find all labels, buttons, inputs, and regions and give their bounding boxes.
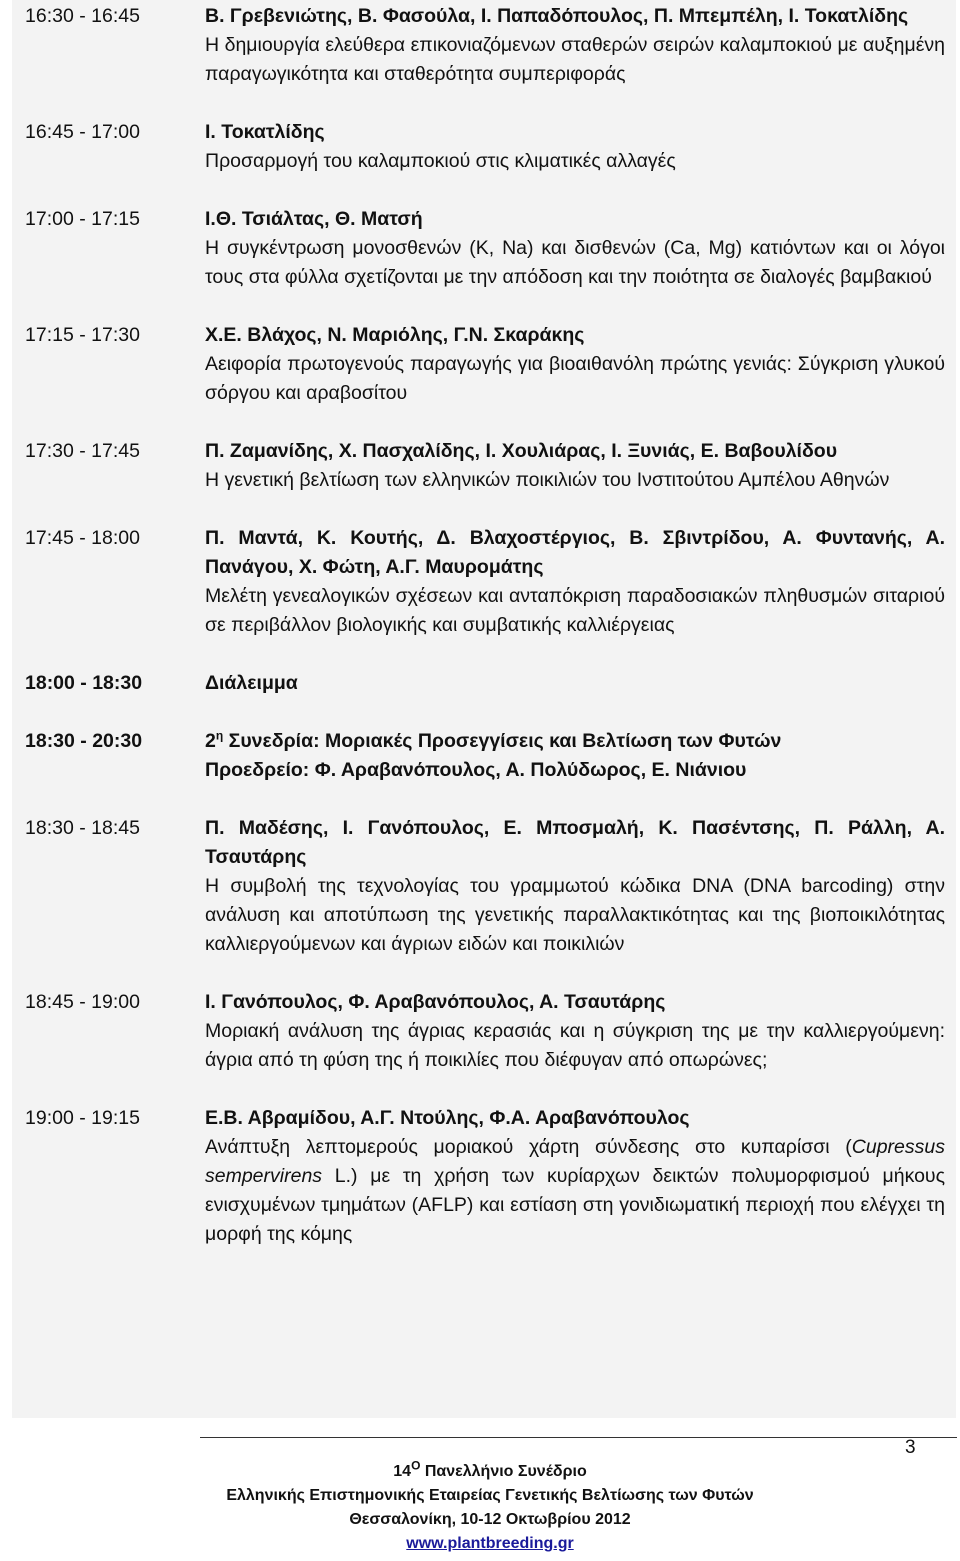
session-title: Η συγκέντρωση μονοσθενών (K, Na) και δισθενών (Ca, Mg) κατιόντων και οι λόγοι τους στα φύλλα σχετίζονται με την απόδοση και την ποιότητα σε διαλογές βαμβακιού: [205, 237, 945, 288]
session-authors: Π. Ζαμανίδης, Χ. Πασχαλίδης, Ι. Χουλιάρας, Ι. Ξυνιάς, Ε. Βαβουλίδου: [205, 440, 838, 462]
session-authors: Ι. Γανόπουλος, Φ. Αραβανόπουλος, Α. Τσαυτάρης: [205, 991, 666, 1013]
session-time: 16:45 - 17:00: [25, 121, 140, 143]
species-name: Cupressus sempervirens: [205, 1136, 945, 1187]
session-row: [25, 988, 945, 1075]
session-title: Μελέτη γενεαλογικών σχέσεων και ανταπόκριση παραδοσιακών πληθυσμών σιταριού σε περιβάλλον βιολογικής και συμβατικής καλλιέργειας: [205, 585, 945, 636]
conference-title: Πανελλήνιο Συνέδριο: [424, 1463, 587, 1480]
session-row: [25, 321, 945, 408]
session-title: Προσαρμογή του καλαμποκιού στις κλιματικές αλλαγές: [205, 150, 676, 172]
break-row: [25, 669, 945, 698]
session-header-time: 18:30 - 20:30: [25, 730, 143, 752]
session-title: Η συμβολή της τεχνολογίας του γραμμωτού κώδικα DNA (DNA barcoding) στην ανάλυση και αποτύπωση της γενετικής παραλλακτικότητας και της βιοποικιλότητας καλλιεργούμενων και άγριων ειδών και ποικιλιών: [205, 875, 945, 955]
session-title: Η γενετική βελτίωση των ελληνικών ποικιλιών του Ινστιτούτου Αμπέλου Αθηνών: [205, 469, 890, 491]
session-authors: Π. Μαντά, Κ. Κουτής, Δ. Βλαχοστέργιος, Β. Σβιντρίδου, Α. Φυντανής, Α. Πανάγου, Χ. Φώτη, Α.Γ. Μαυρομάτης: [205, 527, 945, 578]
session-authors: Ε.Β. Αβραμίδου, Α.Γ. Ντούλης, Φ.Α. Αραβανόπουλος: [205, 1107, 690, 1129]
program-schedule: [25, 2, 945, 1249]
session-number: 2: [205, 730, 216, 752]
conference-number: 14: [393, 1463, 412, 1480]
session-time: 16:30 - 16:45: [25, 5, 140, 27]
session-time: 17:15 - 17:30: [25, 324, 140, 346]
session-authors: Ι.Θ. Τσιάλτας, Θ. Ματσή: [205, 208, 423, 230]
session-authors: Π. Μαδέσης, Ι. Γανόπουλος, Ε. Μποσμαλή, Κ. Πασέντσης, Π. Ράλλη, Α. Τσαυτάρης: [205, 817, 945, 868]
session-time: 19:00 - 19:15: [25, 1107, 140, 1129]
conference-number-suffix: Ο: [411, 1458, 421, 1473]
conference-name: [120, 1460, 860, 1484]
break-label: Διάλειμμα: [205, 672, 298, 694]
session-authors: Β. Γρεβενιώτης, Β. Φασούλα, Ι. Παπαδόπουλος, Π. Μπεμπέλη, Ι. Τοκατλίδης: [205, 5, 909, 27]
session-row: [25, 205, 945, 292]
session-name: Συνεδρία: Μοριακές Προσεγγίσεις και Βελτίωση των Φυτών: [228, 730, 782, 752]
session-row: [25, 524, 945, 640]
footer-divider: [200, 1437, 957, 1438]
website-link[interactable]: www.plantbreeding.gr: [406, 1535, 574, 1552]
session-row: [25, 437, 945, 495]
session-header-title: [205, 727, 945, 756]
session-authors: Ι. Τοκατλίδης: [205, 121, 325, 143]
conference-place-date: Θεσσαλονίκη, 10-12 Οκτωβρίου 2012: [349, 1511, 631, 1528]
session-row: [25, 814, 945, 959]
break-time: 18:00 - 18:30: [25, 672, 143, 694]
session-title: Αειφορία πρωτογενούς παραγωγής για βιοαιθανόλη πρώτης γενιάς: Σύγκριση γλυκού σόργου και αραβοσίτου: [205, 353, 945, 404]
page-number: 3: [905, 1437, 916, 1458]
session-row: [25, 118, 945, 176]
title-part-b: L.) με τη χρήση των κυρίαρχων δεικτών πολυμορφισμού μήκους ενισχυμένων τμημάτων (AFLP) και εστίαση στη γονιδιωματική περιοχή που ελέγχει τη μορφή της κόμης: [205, 1165, 945, 1245]
session-title: Η δημιουργία ελεύθερα επικονιαζόμενων σταθερών σειρών καλαμποκιού με αυξημένη παραγωγικότητα και σταθερότητα συμπεριφοράς: [205, 34, 945, 85]
session-row: [25, 2, 945, 89]
footer: [120, 1460, 860, 1556]
session-time: 18:30 - 18:45: [25, 817, 140, 839]
session-title: [205, 1133, 945, 1249]
session-title: Μοριακή ανάλυση της άγριας κερασιάς και η σύγκριση της με την καλλιεργούμενη: άγρια από τη φύση της ή ποικιλίες που διέφυγαν από οπωρώνες;: [205, 1020, 945, 1071]
title-part-a: Ανάπτυξη λεπτομερούς μοριακού χάρτη σύνδεσης στο κυπαρίσσι (: [205, 1136, 852, 1158]
session-chairs: Προεδρείο: Φ. Αραβανόπουλος, Α. Πολύδωρος, Ε. Νιάνιου: [205, 759, 747, 781]
session-number-suffix: η: [215, 728, 224, 743]
session-header-row: [25, 727, 945, 785]
society-name: Ελληνικής Επιστημονικής Εταιρείας Γενετικής Βελτίωσης των Φυτών: [226, 1487, 754, 1504]
session-time: 17:00 - 17:15: [25, 208, 140, 230]
session-time: 17:30 - 17:45: [25, 440, 140, 462]
session-row: [25, 1104, 945, 1249]
session-time: 17:45 - 18:00: [25, 527, 140, 549]
session-authors: Χ.Ε. Βλάχος, Ν. Μαριόλης, Γ.Ν. Σκαράκης: [205, 324, 585, 346]
session-time: 18:45 - 19:00: [25, 991, 140, 1013]
